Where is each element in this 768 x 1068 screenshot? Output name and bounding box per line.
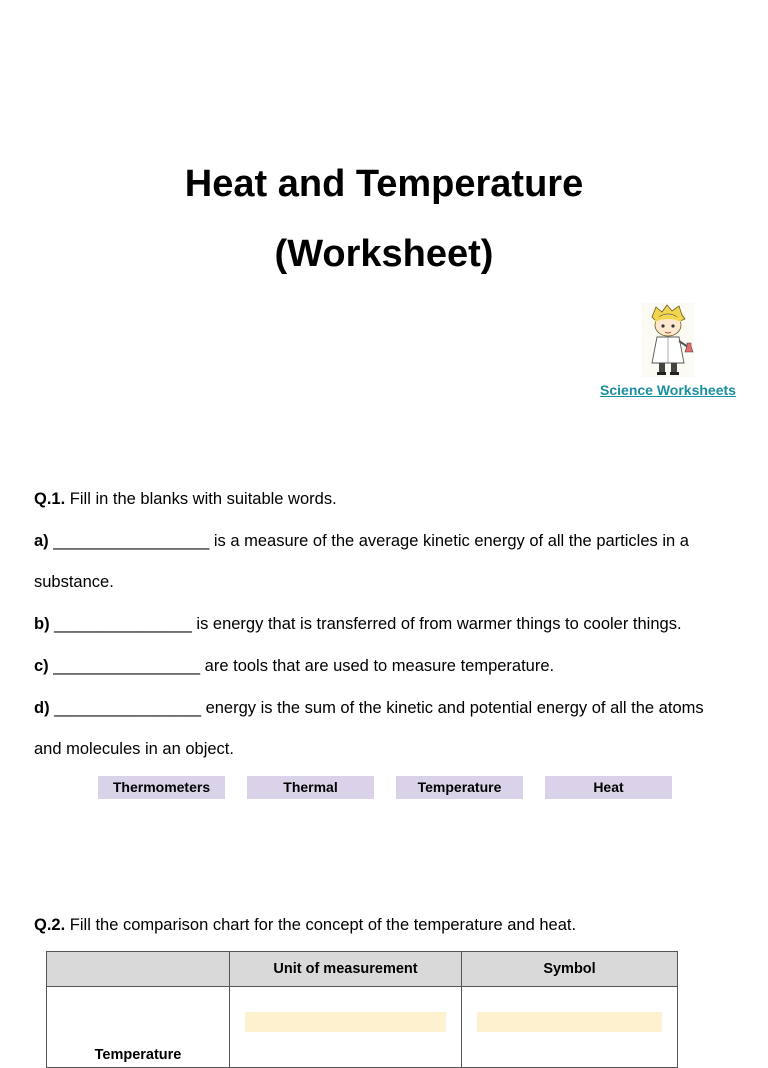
blank-item-c (34, 656, 554, 676)
word-bank-item: Heat (545, 776, 672, 799)
question-instruction: Fill in the blanks with suitable words. (69, 490, 337, 508)
page-title: Heat and Temperature (184, 163, 584, 205)
science-worksheets-link[interactable]: Science Worksheets (600, 382, 736, 398)
item-label: c) (34, 657, 49, 675)
item-text: _________________ is a measure of the average kinetic energy of all the particles in a (53, 532, 689, 550)
table-header-cell: Symbol (462, 952, 678, 987)
question-instruction: Fill the comparison chart for the concept of the temperature and heat. (69, 916, 577, 934)
item-text: and molecules in an object. (34, 740, 234, 758)
word-bank-item: Thermal (247, 776, 374, 799)
symbol-answer-cell (462, 987, 678, 1068)
blank-item-a-continued (34, 572, 114, 592)
item-text: ________________ energy is the sum of the kinetic and potential energy of all the atoms (54, 699, 704, 717)
item-label: d) (34, 699, 50, 717)
answer-input-box[interactable] (245, 1012, 446, 1032)
question-1 (34, 489, 337, 509)
word-bank (98, 776, 672, 799)
blank-item-d (34, 698, 704, 718)
comparison-table (46, 951, 678, 1068)
table-header-row (47, 952, 678, 987)
answer-input-box[interactable] (477, 1012, 662, 1032)
question-2 (34, 915, 576, 935)
blank-item-d-continued (34, 739, 234, 759)
row-label: Temperature (94, 1047, 182, 1063)
table-row (47, 987, 678, 1068)
table-header-cell (47, 952, 230, 987)
item-label: b) (34, 615, 50, 633)
question-number: Q.1. (34, 490, 66, 508)
item-text: _______________ is energy that is transferred of from warmer things to cooler things. (54, 615, 682, 633)
question-number: Q.2. (34, 916, 66, 934)
scientist-cartoon-icon (642, 303, 694, 377)
row-label-cell (47, 987, 230, 1068)
word-bank-item: Temperature (396, 776, 523, 799)
item-label: a) (34, 532, 49, 550)
science-worksheets-logo (590, 303, 746, 398)
blank-item-a (34, 531, 689, 551)
word-bank-item: Thermometers (98, 776, 225, 799)
item-text: ________________ are tools that are used to measure temperature. (53, 657, 555, 675)
item-text: substance. (34, 573, 114, 591)
unit-answer-cell (230, 987, 462, 1068)
table-header-cell: Unit of measurement (230, 952, 462, 987)
blank-item-b (34, 614, 682, 634)
page-subtitle: (Worksheet) (274, 233, 494, 275)
